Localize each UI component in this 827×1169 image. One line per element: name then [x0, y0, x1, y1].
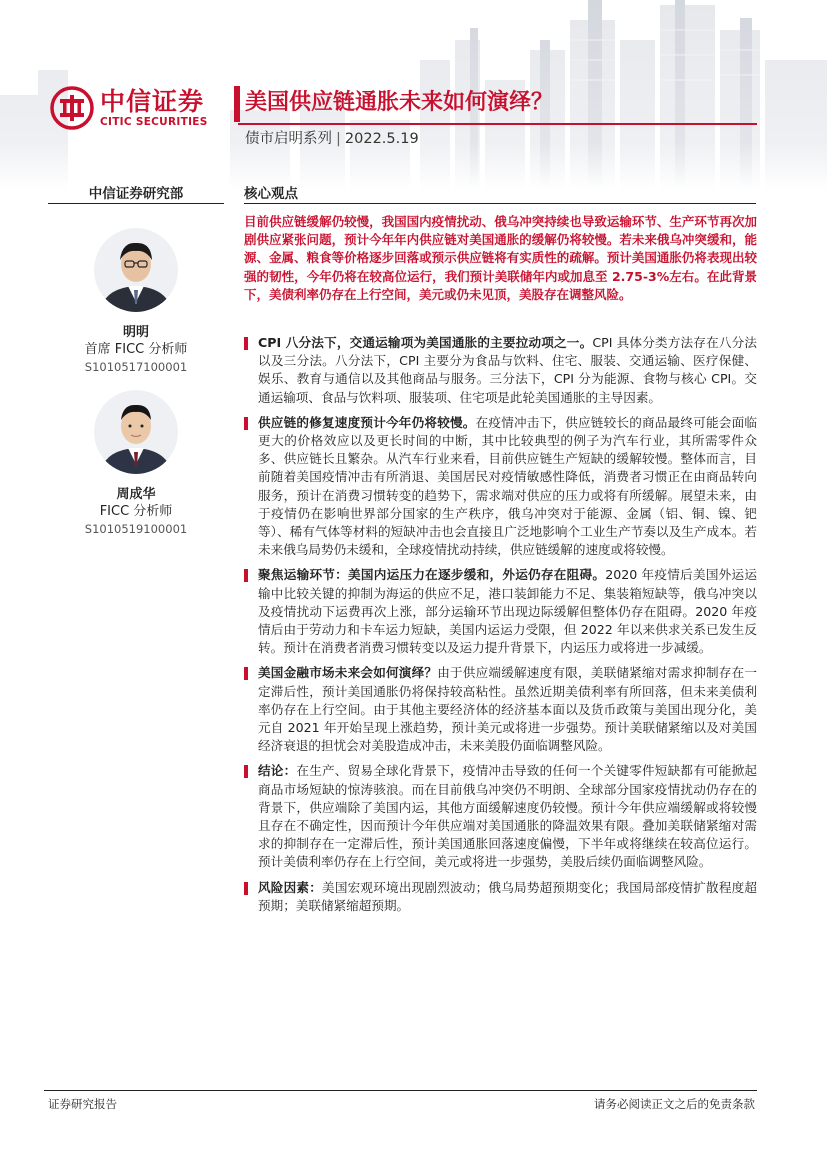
bullet-bar: [244, 337, 248, 350]
paragraph-text: 在疫情冲击下，供应链较长的商品最终可能会面临更大的价格效应以及更长时间的中断，其中比较典型的例子为汽车行业，其所需零件众多、供应链长且繁杂。从汽车行业来看，目前供应链生产短缺的缓解较慢。整体而言，目前随着美国疫情冲击有所消退、美国居民对疫情敏感性降低，消费者习惯正在由商品转向服务，预计在消费习惯转变的趋势下，需求端对供应的压力或将有所缓解。展望未来，由于疫情仍在影响世界部分国家的生产秩序，俄乌冲突对于能源、金属（铝、铜、镍、钯等）、稀有气体等材料的短缺冲击也会直接且广泛地影响个工业生产节奏以及生产成本。若未来俄乌局势仍未缓和，全球疫情扰动持续，供应链缓解的速度或将较慢。: [258, 414, 758, 558]
paragraph-text: 2020 年疫情后美国外运运输中比较关键的抑制为海运的供应不足，港口装卸能力不足、集装箱短缺等，俄乌冲突以及疫情扰动下运费再次上涨，部分运输环节出现边际缓解但整体仍存在阻碍。2020 年疫情后由于劳动力和卡车运力短缺，美国内运运力受限，但 2022 年以来供求关系已发生反转。预计在消费者消费习惯转变以及运力提升背景下，内运压力或将进一步减缓。: [258, 567, 757, 656]
paragraph-text: 在生产、贸易全球化背景下，疫情冲击导致的任何一个关键零件短缺都有可能掀起商品市场短缺的惊涛骇浪。而在目前俄乌冲突仍不明朗、全球部分国家疫情扰动仍存在的背景下，供应端除了美国内运，其他方面缓解速度仍较慢。预计今年供应端缓解或将较慢且存在不确定性，因而预计今年供应端对美国通胀的降温效果有限。叠加美联储紧缩对需求的抑制存在一定滞后性，预计美国通胀回落速度偏慢，下半年或将继续在较高位运行。预计美债利率仍存在上行空间，美元或将进一步强势，美股后续仍面临调整风险。: [258, 763, 758, 870]
research-dept: 中信证券研究部: [88, 186, 184, 202]
footer-doc-type: 证券研究报告: [48, 1097, 117, 1111]
bullet-bar: [244, 569, 248, 582]
company-logo: [50, 86, 208, 130]
paragraph: [244, 879, 757, 915]
paragraph-lead: 聚焦运输环节：美国内运压力在逐步缓和，外运仍存在阻碍。: [258, 567, 606, 583]
paragraph-lead: 风险因素：: [258, 879, 323, 895]
analyst-role: 首席 FICC 分析师: [84, 342, 188, 357]
paragraph-text: 由于供应端缓解速度有限，美联储紧缩对需求抑制存在一定滞后性，预计美国通胀仍将保持较高粘性。虽然近期美债利率有所回落，但未来美债利率仍存在上行空间。由于其他主要经济体的经济基本面以及货币政策与美国出现分化，美元自 2021 年开始呈现上涨趋势，预计美元或将进一步强势。预计美联储紧缩以及对美国经济衰退的担忧会对美股造成冲击，未来美股仍面临调整风险。: [258, 665, 758, 754]
paragraph: [244, 334, 757, 407]
separator: |: [336, 131, 341, 147]
body-paragraphs: [244, 334, 757, 922]
report-date: 2022.5.19: [344, 131, 419, 147]
analyst-license-id: S1010517100001: [84, 360, 188, 374]
title-rule: [238, 123, 757, 125]
report-title: 美国供应链通胀未来如何演绎？: [245, 90, 554, 115]
core-heading: 核心观点: [244, 186, 298, 202]
bullet-bar: [244, 417, 248, 430]
report-subtitle: [245, 127, 419, 148]
analyst-role: FICC 分析师: [99, 504, 173, 519]
analyst-card: [48, 228, 224, 375]
dept-rule: [48, 203, 224, 204]
analyst-photo-icon: [94, 390, 178, 474]
bullet-bar: [244, 765, 248, 778]
paragraph-lead: 结论：: [258, 763, 297, 779]
core-summary: 目前供应链缓解仍较慢，我国国内疫情扰动、俄乌冲突持续也导致运输环节、生产环节再次加剧供应紧张问题，预计今年年内供应链对美国通胀的缓解仍将较慢。若未来俄乌冲突缓和，能源、金属、粮食等价格逐步回落或预示供应链将有实质性的疏解。预计美国通胀仍将表现出较强的韧性，今年仍将在较高位运行，我们预计美联储年内或加息至 2.75-3%左右。在此背景下，美债利率仍存在上行空间，美元或仍未见顶，美股存在调整风险。: [244, 214, 757, 302]
bullet-bar: [244, 667, 248, 680]
paragraph: [244, 664, 757, 755]
paragraph-lead: 美国金融市场未来会如何演绎？: [258, 665, 438, 681]
report-series: 债市启明系列: [245, 131, 332, 147]
paragraph: [244, 566, 757, 657]
paragraph-lead: CPI 八分法下，交通运输项为美国通胀的主要拉动项之一。: [258, 335, 593, 350]
paragraph: [244, 414, 757, 560]
analyst-photo-icon: [94, 228, 178, 312]
footer-rule: [44, 1090, 757, 1091]
analyst-name: 明明: [122, 325, 149, 340]
paragraph: [244, 762, 757, 871]
footer-disclaimer: 请务必阅读正文之后的免责条款: [594, 1097, 755, 1111]
paragraph-text: 美国宏观环境出现剧烈波动；俄乌局势超预期变化；我国局部疫情扩散程度超预期；美联储紧缩超预期。: [258, 879, 758, 913]
citic-logo-icon: [50, 86, 94, 130]
core-rule: [244, 203, 756, 204]
title-accent-bar: [234, 86, 240, 122]
bullet-bar: [244, 882, 248, 895]
paragraph-text: CPI 具体分类方法存在八分法以及三分法。八分法下，CPI 主要分为食品与饮料、住宅、服装、交通运输、医疗保健、娱乐、教育与通信以及其他商品与服务。三分法下，CPI 分为能源、食物与核心 CPI。交通运输项、食品与饮料项、服装项、住宅项是此轮美国通胀的主导因素。: [258, 335, 758, 405]
analyst-card: [48, 390, 224, 537]
analyst-license-id: S1010519100001: [84, 522, 188, 536]
logo-name-en: CITIC SECURITIES: [100, 115, 208, 128]
logo-name-cn: 中信证券: [100, 86, 205, 116]
paragraph-lead: 供应链的修复速度预计今年仍将较慢。: [258, 414, 476, 430]
analyst-name: 周成华: [116, 487, 156, 502]
